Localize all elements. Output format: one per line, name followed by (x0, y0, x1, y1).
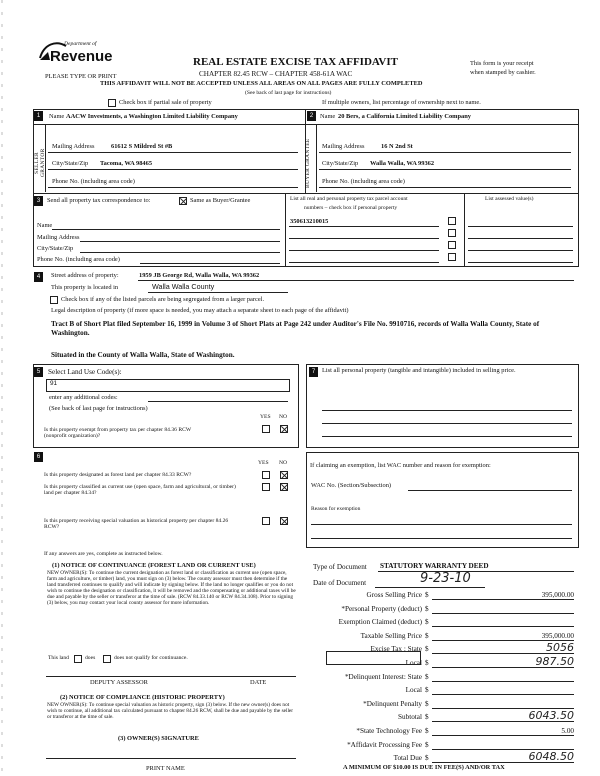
tax-row-dollar: $ (425, 645, 429, 653)
tax-row-dollar: $ (425, 754, 429, 762)
buyer-mail-value: 16 N 2nd St (381, 143, 413, 150)
tax-row-label: *Delinquent Penalty (363, 700, 422, 708)
receipt-note-2: when stamped by cashier. (470, 69, 536, 76)
deputy-assessor-label: DEPUTY ASSESSOR (90, 679, 148, 686)
corr-phone-label: Phone No. (including area code) (37, 256, 120, 263)
section-1-tab: 1 (34, 111, 43, 121)
notice1-title: (1) NOTICE OF CONTINUANCE (FOREST LAND OR CURRENT USE) (52, 562, 256, 569)
if-any-yes: If any answers are yes, complete as instructed below. (44, 551, 163, 557)
receipt-note-1: This form is your receipt (470, 60, 534, 67)
same-as-buyer-checkbox[interactable] (179, 197, 187, 205)
dept-small-text: Department of (64, 41, 97, 47)
see-back-note: (See back of last page for instructions) (245, 90, 332, 96)
partial-sale-checkbox[interactable] (108, 99, 116, 107)
section-6-tab: 6 (34, 452, 43, 462)
parcel-header-2: numbers – check box if personal property (304, 205, 398, 211)
form-warning: THIS AFFIDAVIT WILL NOT BE ACCEPTED UNLESS ALL AREAS ON ALL PAGES ARE FULLY COMPLETED (100, 80, 423, 87)
dept-name-text: Revenue (50, 48, 113, 65)
tax-row-label: *Personal Property (deduct) (341, 605, 422, 613)
print-name-label: PRINT NAME (146, 765, 185, 772)
yes-header-6: YES (258, 460, 269, 466)
forest-yes-checkbox[interactable] (262, 471, 270, 479)
tax-row-dollar: $ (425, 741, 429, 749)
tax-row-value: 395,000.00 (541, 632, 574, 640)
tax-row-value: 5.00 (561, 727, 574, 735)
exemption-claim-label: If claiming an exemption, list WAC number and reason for exemption: (310, 462, 491, 469)
owner-signature-title: (3) OWNER(S) SIGNATURE (118, 735, 199, 742)
tax-row-dollar: $ (425, 618, 429, 626)
buyer-phone-label: Phone No. (including area code) (322, 178, 405, 185)
tax-row-dollar: $ (425, 700, 429, 708)
section-2-tab: 2 (307, 111, 316, 121)
doc-date-value: 9-23-10 (420, 571, 471, 586)
parcel-personal-checkbox-4[interactable] (448, 253, 456, 261)
tax-row-dollar: $ (425, 727, 429, 735)
buyer-side-label: BUYER GRANTEE (305, 138, 311, 188)
tax-row-dollar: $ (425, 605, 429, 613)
yes-header-5: YES (260, 414, 271, 420)
parcel-personal-checkbox-3[interactable] (448, 241, 456, 249)
does-label: does (85, 655, 96, 661)
corr-mail-label: Mailing Address (37, 234, 80, 241)
buyer-name-value: 20 Bers, a California Limited Liability Company (338, 113, 471, 120)
located-label: This property is located in (51, 284, 119, 291)
tax-row-label: Local (405, 686, 422, 694)
tax-row-label: Excise Tax : State (370, 645, 422, 653)
current-use-question: Is this property classified as current use (open space, farm and agricultural, or timber) land per chapter 84.34? (44, 484, 236, 497)
land-use-select-label: Select Land Use Code(s): (48, 368, 122, 376)
tax-row-dollar: $ (425, 713, 429, 721)
land-does-checkbox[interactable] (74, 655, 82, 663)
seller-city-value: Tacoma, WA 98465 (100, 160, 153, 167)
buyer-city-label: City/State/Zip (322, 160, 359, 167)
tax-row-label: Exemption Claimed (deduct) (338, 618, 422, 626)
parcel-personal-checkbox-2[interactable] (448, 229, 456, 237)
historic-question: Is this property receiving special valuation as historical property per chapter 84.26 RCW? (44, 518, 229, 531)
seller-mail-label: Mailing Address (52, 143, 95, 150)
assessor-date-label: DATE (250, 679, 267, 686)
street-value: 1959 JB George Rd, Walla Walla, WA 99362 (139, 272, 260, 279)
parcel-header-1: List all real and personal property tax parcel account (290, 196, 408, 202)
assessed-header: List assessed value(s) (485, 196, 534, 202)
tax-row-dollar: $ (425, 632, 429, 640)
corr-city-label: City/State/Zip (37, 245, 74, 252)
situated-text: Situated in the County of Walla Walla, State of Washington. (51, 351, 235, 359)
seller-mail-value: 61612 S Mildred St #B (111, 143, 173, 150)
tax-row-value: 6043.50 (528, 709, 574, 722)
doc-type-value: STATUTORY WARRANTY DEED (380, 562, 489, 570)
exempt-no-checkbox[interactable] (280, 425, 288, 433)
tax-row-label: *Delinquent Interest: State (344, 673, 422, 681)
doc-type-label: Type of Document (313, 563, 367, 571)
same-as-buyer-label: Same as Buyer/Grantee (190, 197, 251, 204)
tax-row-label: *State Technology Fee (356, 727, 422, 735)
tax-row-value: 395,000.00 (541, 591, 574, 599)
historic-no-checkbox[interactable] (280, 517, 288, 525)
partial-sale-label: Check box if partial sale of property (119, 99, 212, 106)
land-use-code-field[interactable] (46, 379, 290, 392)
minimum-fee-note: A MINIMUM OF $10.00 IS DUE IN FEE(S) AND/OR TAX (343, 764, 505, 771)
doc-date-label: Date of Document (313, 579, 367, 587)
form-title: REAL ESTATE EXCISE TAX AFFIDAVIT (193, 56, 398, 68)
land-does-not-checkbox[interactable] (103, 655, 111, 663)
current-use-no-checkbox[interactable] (280, 483, 288, 491)
corr-name-label: Name (37, 222, 53, 229)
county-value: Walla Walla County (152, 282, 215, 291)
buyer-mail-label: Mailing Address (322, 143, 365, 150)
this-land-label: This land (48, 655, 69, 661)
send-correspondence-label: Send all property tax correspondence to: (47, 197, 151, 204)
exempt-question: Is this property exempt from property tax per chapter 84.36 RCW (nonprofit organization)? (44, 427, 192, 440)
current-use-yes-checkbox[interactable] (262, 483, 270, 491)
forest-question: Is this property designated as forest land per chapter 84.33 RCW? (44, 472, 192, 478)
form-chapter: CHAPTER 82.45 RCW – CHAPTER 458-61A WAC (199, 70, 353, 78)
legal-description: Tract B of Short Plat filed September 16, 1999 in Volume 3 of Short Plats at Page 242 under Auditor's File No. 9910716, records of Walla Walla County, State of Washington. (51, 320, 540, 337)
land-use-see-back: (See back of last page for instructions) (49, 405, 148, 412)
legal-label: Legal description of property (if more space is needed, you may attach a separate sheet to each page of the affidavit) (51, 307, 349, 314)
tax-row-dollar: $ (425, 686, 429, 694)
segregated-checkbox[interactable] (50, 296, 58, 304)
tax-row-value: 5056 (546, 641, 574, 654)
seller-name-label: Name (49, 113, 65, 120)
multiple-owners-note: If multiple owners, list percentage of ownership next to name. (322, 99, 481, 106)
land-use-code-value: 91 (50, 380, 58, 387)
does-not-label: does not qualify for continuance. (114, 655, 188, 661)
forest-no-checkbox[interactable] (280, 471, 288, 479)
local-tax-box (326, 651, 421, 665)
tax-row-dollar: $ (425, 659, 429, 667)
tax-row-value: 987.50 (535, 655, 574, 668)
tax-row-label: Total Due (393, 754, 422, 762)
seller-phone-label: Phone No. (including area code) (52, 178, 135, 185)
revenue-logo (36, 38, 118, 70)
tax-row-value: 6048.50 (528, 750, 574, 763)
notice1-body: NEW OWNER(S): To continue the current designation as forest land or classification as current use (open space, farm and agriculture, or timber) land, you must sign on (3) below. The county assessor must then determine if the land transferred continues to qualify and will indicate by signing below. If the land no longer qualifies or you do not wish to continue the designation or classification, it will be removed and the compensating or additional taxes will be due and payable by the seller or transferor at the time of sale. (RCW 84.33.140 or RCW 84.34.108). Prior to signing (3) below, you may contact your local county assessor for more information. (47, 570, 296, 606)
tax-row-label: Gross Selling Price (366, 591, 422, 599)
seller-side-label: SELLER GRANTOR (34, 148, 46, 178)
seller-name-value: AACW Investments, a Washington Limited Liability Company (66, 113, 238, 120)
section-4-tab: 4 (34, 272, 43, 282)
tax-row-dollar: $ (425, 591, 429, 599)
notice2-title: (2) NOTICE OF COMPLIANCE (HISTORIC PROPERTY) (60, 694, 225, 701)
parcel-personal-checkbox-1[interactable] (448, 217, 456, 225)
tax-row-label: Taxable Selling Price (360, 632, 422, 640)
no-header-5: NO (279, 414, 288, 420)
perforation-edge (0, 0, 6, 776)
personal-property-text: List all personal property (tangible and intangible) included in selling price. (322, 367, 516, 374)
tax-row-label: *Affidavit Processing Fee (347, 741, 422, 749)
tax-row-dollar: $ (425, 673, 429, 681)
wac-label: WAC No. (Section/Subsection) (311, 482, 392, 489)
buyer-city-value: Walla Walla, WA 99362 (370, 160, 435, 167)
section-3-tab: 3 (34, 196, 43, 206)
buyer-name-label: Name (320, 113, 336, 120)
additional-codes-label: enter any additional codes: (49, 394, 118, 401)
reason-label: Reason for exemption (311, 506, 361, 512)
section-5-tab: 5 (34, 367, 43, 377)
tax-row-label: Subtotal (398, 713, 422, 721)
seller-city-label: City/State/Zip (52, 160, 89, 167)
please-type-label: PLEASE TYPE OR PRINT (45, 73, 117, 80)
tax-row-label: Local (405, 659, 422, 667)
notice2-body: NEW OWNER(S): To continue special valuation as historic property, sign (3) below. If the new owner(s) does not wish to continue, all additional tax calculated pursuant to chapter 84.26 RCW, shall be due and payable by the seller or transferor at the time of sale. (47, 702, 294, 720)
exempt-yes-checkbox[interactable] (262, 425, 270, 433)
street-label: Street address of property: (51, 272, 119, 279)
historic-yes-checkbox[interactable] (262, 517, 270, 525)
section-7-tab: 7 (309, 367, 318, 377)
parcel-number-value: 350613210015 (290, 218, 329, 225)
segregated-label: Check box if any of the listed parcels are being segregated from a larger parcel. (61, 296, 265, 303)
no-header-6: NO (279, 460, 288, 466)
